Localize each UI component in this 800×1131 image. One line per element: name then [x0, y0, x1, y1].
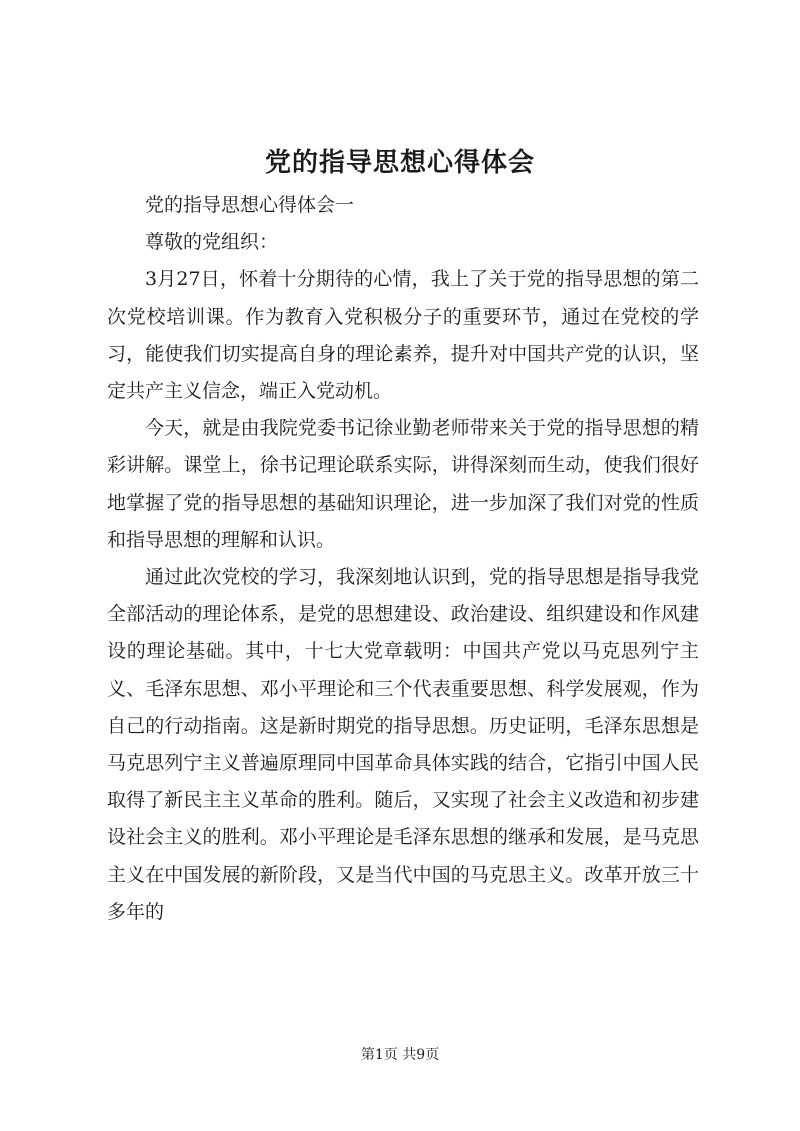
- page-title: 党的指导思想心得体会: [264, 148, 535, 178]
- paragraph-salutation: 尊敬的党组织：: [145, 231, 279, 254]
- document-body: [107, 187, 699, 931]
- paragraph: 通过此次党校的学习，我深刻地认识到，党的指导思想是指导我党全部活动的理论体系，是党的思想建设、政治建设、组织建设和作风建设的理论基础。其中，十七大党章载明：中国共产党以马克思列宁主义、毛泽东思想、邓小平理论和三个代表重要思想、科学发展观，作为自己的行动指南。这是新时期党的指导思想。历史证明，毛泽东思想是马克思列宁主义普遍原理同中国革命具体实践的结合，它指引中国人民取得了新民主主义革命的胜利。随后，又实现了社会主义改造和初步建设社会主义的胜利。邓小平理论是毛泽东思想的继承和发展，是马克思主义在中国发展的新阶段，又是当代中国的马克思主义。改革开放三十多年的: [107, 566, 699, 923]
- paragraph-subtitle: 党的指导思想心得体会一: [145, 194, 355, 216]
- paragraph: 3月27日，怀着十分期待的心情，我上了关于党的指导思想的第二次党校培训课。作为教育入党积极分子的重要环节，通过在党校的学习，能使我们切实提高自身的理论素养，提升对中国共产党的认识，坚定共产主义信念，端正入党动机。: [107, 268, 699, 403]
- paragraph: 今天，就是由我院党委书记徐业勤老师带来关于党的指导思想的精彩讲解。课堂上，徐书记理论联系实际，讲得深刻而生动，使我们很好地掌握了党的指导思想的基础知识理论，进一步加深了我们对党的性质和指导思想的理解和认识。: [107, 417, 699, 551]
- page-footer: 第1页 共9页: [360, 1047, 440, 1063]
